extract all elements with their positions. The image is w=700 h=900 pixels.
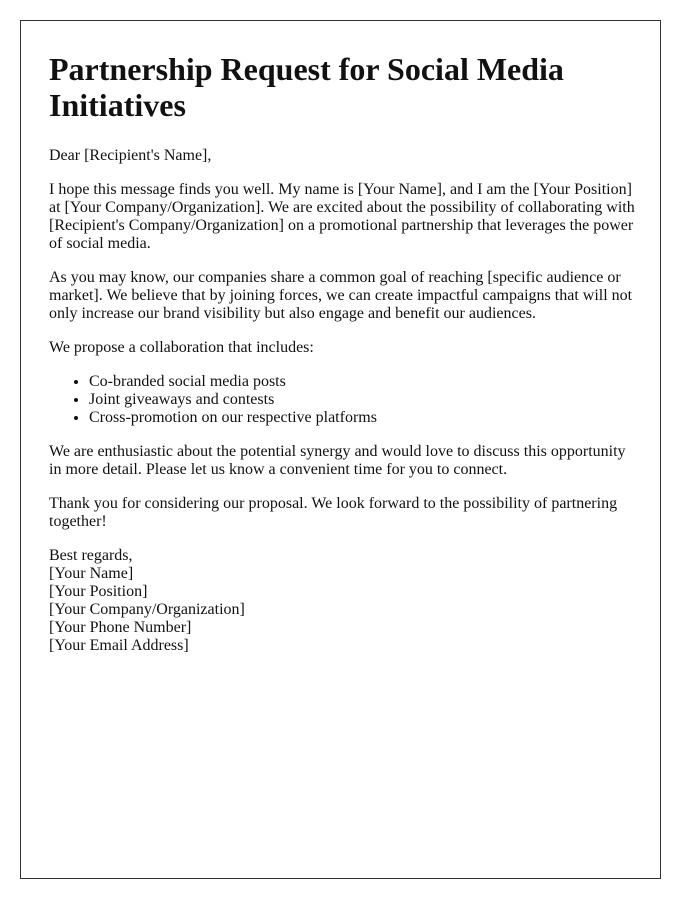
signature-block — [49, 547, 641, 655]
proposal-item: • Co-branded social media posts — [89, 373, 641, 391]
signature-email: [Your Email Address] — [49, 637, 189, 654]
signature-position: [Your Position] — [49, 583, 148, 600]
letter-page — [20, 20, 661, 879]
proposal-item: • Joint giveaways and contests — [89, 391, 641, 409]
sign-off: Best regards, — [49, 547, 133, 564]
thanks-paragraph: Thank you for considering our proposal. We look forward to the possibility of partnering together! — [49, 495, 618, 530]
signature-phone: [Your Phone Number] — [49, 619, 192, 636]
proposal-item: • Cross-promotion on our respective platforms — [89, 409, 641, 427]
proposal-intro-paragraph: We propose a collaboration that includes: — [49, 339, 314, 356]
signature-company: [Your Company/Organization] — [49, 601, 245, 618]
synergy-paragraph: We are enthusiastic about the potential synergy and would love to discuss this opportunity in more detail. Please let us know a convenient time for you to connect. — [49, 443, 626, 478]
intro-paragraph: I hope this message finds you well. My name is [Your Name], and I am the [Your Position] at [Your Company/Organization]. We are excited about the possibility of collaborating with [Recipient's Company/Organization] on a promotional partnership that leverages the power of social media. — [49, 181, 635, 252]
signature-name: [Your Name] — [49, 565, 134, 582]
goal-paragraph: As you may know, our companies share a common goal of reaching [specific audience or market]. We believe that by joining forces, we can create impactful campaigns that will not only increase our brand visibility but also engage and benefit our audiences. — [49, 269, 633, 322]
letter-content — [49, 51, 641, 655]
salutation: Dear [Recipient's Name], — [49, 147, 212, 164]
proposal-list — [49, 373, 641, 427]
letter-title: Partnership Request for Social Media Initiatives — [49, 51, 564, 123]
